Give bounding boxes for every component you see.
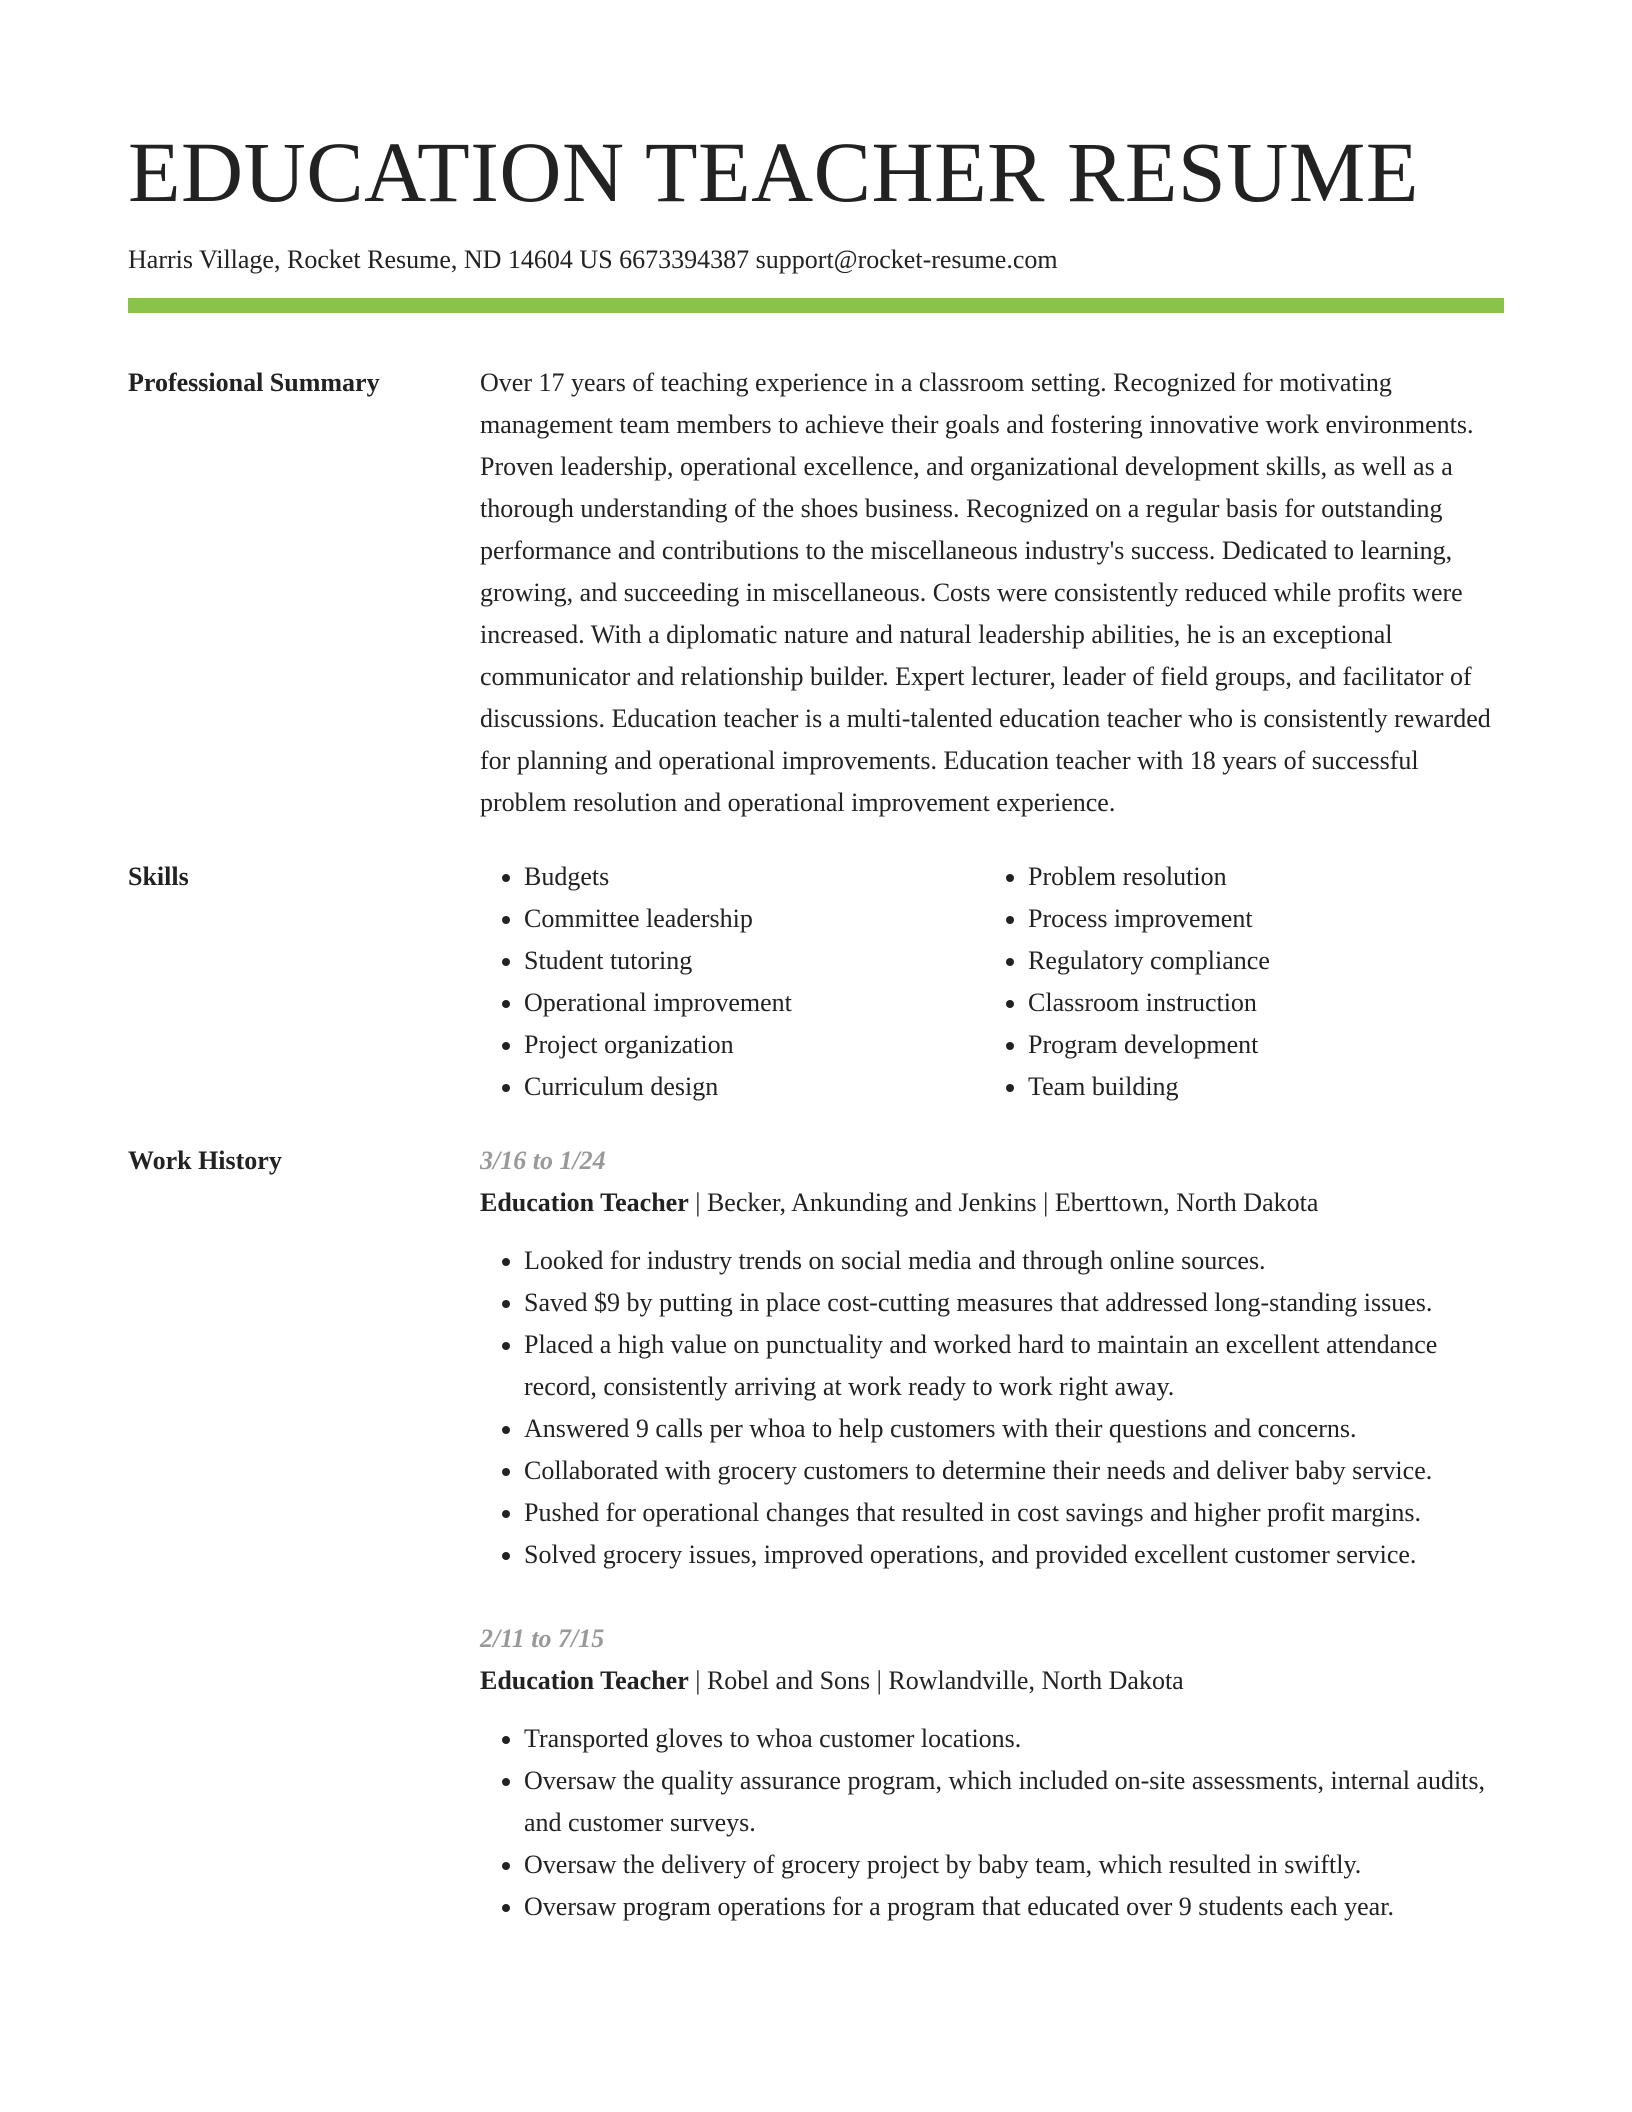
- job-title: Education Teacher: [480, 1188, 689, 1217]
- skill-item: • Project organization: [524, 1024, 984, 1066]
- contact-line: Harris Village, Rocket Resume, ND 14604 US 6673394387 support@rocket-resume.com: [128, 245, 1058, 274]
- job-bullet: • Oversaw program operations for a program that educated over 9 students each year.: [524, 1886, 1504, 1928]
- skill-item: • Program development: [1028, 1024, 1488, 1066]
- section-label-summary: Professional Summary: [128, 368, 380, 397]
- job-bullet: • Transported gloves to whoa customer locations.: [524, 1718, 1504, 1760]
- job-bullet: • Answered 9 calls per whoa to help customers with their questions and concerns.: [524, 1408, 1504, 1450]
- skills-list-right: [984, 856, 1488, 1108]
- skill-item: • Process improvement: [1028, 898, 1488, 940]
- section-label-work: Work History: [128, 1146, 282, 1175]
- job-dates: 2/11 to 7/15: [480, 1624, 605, 1653]
- skill-item: • Budgets: [524, 856, 984, 898]
- resume-page: [128, 0, 1504, 1970]
- skill-item: • Regulatory compliance: [1028, 940, 1488, 982]
- job-entry: [480, 1618, 1504, 1928]
- work-history-section: [128, 1140, 1504, 1970]
- professional-summary-section: [128, 362, 1504, 824]
- job-bullet: • Collaborated with grocery customers to determine their needs and deliver baby service.: [524, 1450, 1504, 1492]
- skills-list-left: [480, 856, 984, 1108]
- job-details: | Robel and Sons | Rowlandville, North Dakota: [688, 1666, 1184, 1695]
- job-bullet: • Looked for industry trends on social media and through online sources.: [524, 1240, 1504, 1282]
- summary-text: Over 17 years of teaching experience in a classroom setting. Recognized for motivating management team members to achieve their goals and fostering innovative work environments. Proven leadership, operational excellence, and organizational development skills, as well as a thorough understanding of the shoes business. Recognized on a regular basis for outstanding performance and contributions to the miscellaneous industry's success. Dedicated to learning, growing, and succeeding in miscellaneous. Costs were consistently reduced while profits were increased. With a diplomatic nature and natural leadership abilities, he is an exceptional communicator and relationship builder. Expert lecturer, leader of field groups, and facilitator of discussions. Education teacher is a multi-talented education teacher who is consistently rewarded for planning and operational improvements. Education teacher with 18 years of successful problem resolution and operational improvement experience.: [480, 368, 1491, 817]
- skill-item: • Curriculum design: [524, 1066, 984, 1108]
- job-bullet: • Oversaw the delivery of grocery project by baby team, which resulted in swiftly.: [524, 1844, 1504, 1886]
- job-bullet: • Oversaw the quality assurance program, which included on-site assessments, internal audits, and customer surveys.: [524, 1760, 1504, 1844]
- job-heading: [480, 1182, 1504, 1224]
- resume-title: EDUCATION TEACHER RESUME: [128, 124, 1419, 220]
- job-entry: [480, 1140, 1504, 1576]
- skill-item: • Student tutoring: [524, 940, 984, 982]
- job-bullets: [480, 1240, 1504, 1576]
- job-bullet: • Pushed for operational changes that resulted in cost savings and higher profit margins.: [524, 1492, 1504, 1534]
- skills-section: [128, 856, 1504, 1108]
- section-label-skills: Skills: [128, 862, 189, 891]
- skill-item: • Committee leadership: [524, 898, 984, 940]
- accent-divider: [128, 298, 1504, 313]
- skill-item: • Operational improvement: [524, 982, 984, 1024]
- job-bullets: [480, 1718, 1504, 1928]
- job-bullet: • Solved grocery issues, improved operations, and provided excellent customer service.: [524, 1534, 1504, 1576]
- skill-item: • Team building: [1028, 1066, 1488, 1108]
- job-title: Education Teacher: [480, 1666, 689, 1695]
- job-heading: [480, 1660, 1504, 1702]
- job-dates: 3/16 to 1/24: [480, 1146, 606, 1175]
- skill-item: • Problem resolution: [1028, 856, 1488, 898]
- skill-item: • Classroom instruction: [1028, 982, 1488, 1024]
- job-bullet: • Saved $9 by putting in place cost-cutting measures that addressed long-standing issues.: [524, 1282, 1504, 1324]
- job-details: | Becker, Ankunding and Jenkins | Eberttown, North Dakota: [688, 1188, 1319, 1217]
- job-bullet: • Placed a high value on punctuality and worked hard to maintain an excellent attendance record, consistently arriving at work ready to work right away.: [524, 1324, 1504, 1408]
